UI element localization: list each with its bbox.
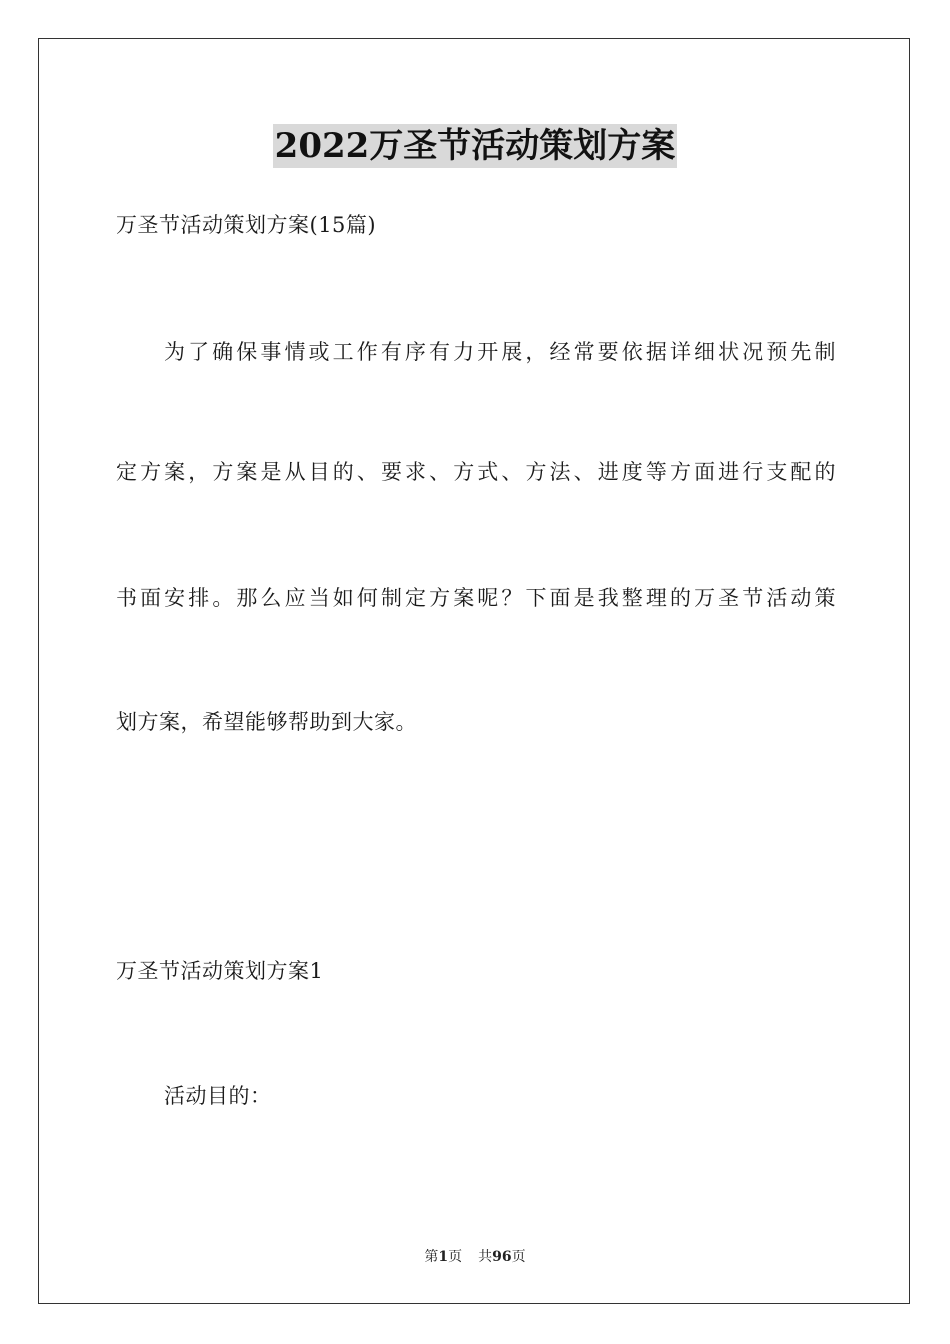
section-heading: 万圣节活动策划方案1	[116, 959, 324, 983]
footer-page-number: 1	[438, 1249, 449, 1265]
intro-line-3: 书面安排。那么应当如何制定方案呢？下面是我整理的万圣节活动策	[116, 586, 836, 610]
footer-total-prefix: 共	[478, 1249, 493, 1265]
footer-page-prefix: 第	[424, 1249, 439, 1265]
footer-page-suffix: 页	[448, 1249, 463, 1265]
section-subheading: 活动目的：	[164, 1084, 272, 1108]
footer-total-suffix: 页	[511, 1249, 526, 1265]
intro-line-4: 划方案，希望能够帮助到大家。	[116, 710, 417, 734]
document-subtitle: 万圣节活动策划方案(15篇)	[116, 213, 377, 237]
title-container	[0, 124, 950, 168]
document-title: 2022万圣节活动策划方案	[274, 126, 676, 166]
intro-line-1: 为了确保事情或工作有序有力开展，经常要依据详细状况预先制	[164, 340, 836, 364]
page-footer	[0, 1247, 950, 1267]
intro-line-2: 定方案，方案是从目的、要求、方式、方法、进度等方面进行支配的	[116, 460, 836, 484]
footer-total-pages: 96	[492, 1249, 512, 1265]
